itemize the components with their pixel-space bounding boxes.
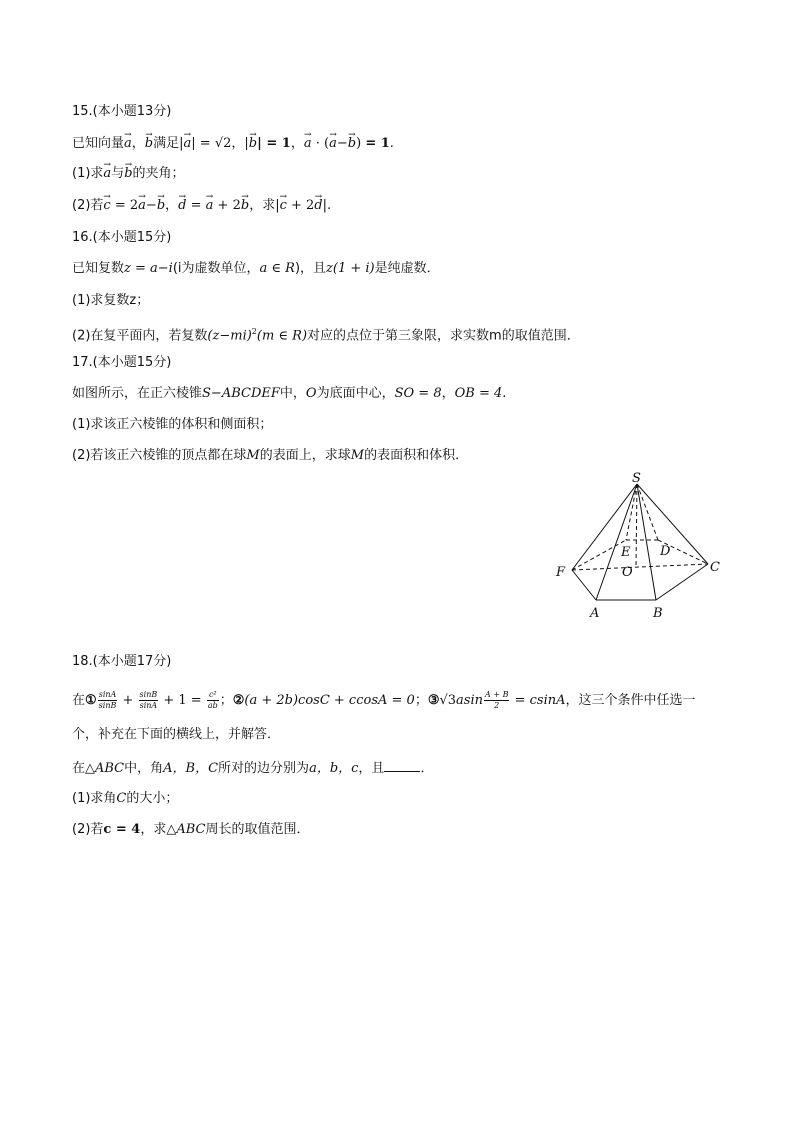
vector-a: → a <box>124 135 132 153</box>
edge-SB <box>637 484 656 600</box>
q18-sides: a，b，c <box>309 761 359 776</box>
frac4-num: A + B <box>485 690 509 699</box>
q15-d-expr: = <box>186 198 206 213</box>
label-S: S <box>632 471 641 486</box>
label-D: D <box>660 544 671 559</box>
hexagonal-pyramid-figure <box>548 468 728 628</box>
q17-ob: OB = 4 <box>454 386 503 401</box>
q17-stem-mid2: 为底面中心， <box>316 386 395 401</box>
frac-AB-2 <box>484 690 509 711</box>
vector-a-5: → a <box>103 165 111 183</box>
q18-pre: 在 <box>72 693 86 708</box>
q18-conditions <box>72 690 696 711</box>
q16-stem <box>72 260 440 278</box>
q16-header: 16.(本小题15分) <box>72 230 172 245</box>
q15-dot-tail: = 1 <box>365 136 390 151</box>
q18-semi: ； <box>219 693 233 708</box>
vector-b-5: → b <box>157 197 165 215</box>
q16-part2-expr: (z−mi) <box>207 328 252 344</box>
q18-part1-c: C <box>116 791 127 806</box>
q16-stem2: (i为虚数单位， <box>172 261 260 276</box>
q16-stem3: )，且 <box>294 261 327 276</box>
q15-part1-with: 与 <box>111 166 125 181</box>
vector-b-6: → b <box>241 197 249 215</box>
q18-line3-end: ． <box>420 761 434 776</box>
q15-comma: ， <box>131 136 145 151</box>
q17-sep: ， <box>441 386 455 401</box>
q18-abc: ABC <box>95 761 125 776</box>
q15-part1-pre: (1)求 <box>72 166 104 181</box>
q16-a-in-r: a ∈ R <box>259 261 295 276</box>
q17-o: O <box>305 386 317 401</box>
edge-SD <box>637 484 658 540</box>
vector-b-2: → b <box>249 135 257 153</box>
q15-part2-tail: |. <box>322 198 332 213</box>
q17-m: M <box>246 448 260 463</box>
q15-part2-ask: ，求| <box>249 198 280 213</box>
edge-BC <box>656 564 708 600</box>
frac1-den: sinB <box>98 701 117 710</box>
vector-a-6: → a <box>138 197 146 215</box>
circle-2: ② <box>232 693 245 708</box>
q18-part2-tail: 周长的取值范围． <box>205 822 310 837</box>
q15-stem: 已知向量→ a，→ b满足|→ a| = √2，|→ b| = 1，→ a · (→ a−→ b) = 1. <box>72 135 394 153</box>
q16-z-eq: z = a−i <box>124 261 173 276</box>
q16-z1i: z(1 + i) <box>326 261 375 276</box>
q15-minus-2: − <box>145 198 157 213</box>
q18-asin: asin <box>456 693 483 708</box>
label-A: A <box>590 606 600 621</box>
q15-part1-tail: 的夹角； <box>132 166 185 181</box>
q17-pyramid: S−ABCDEF <box>202 386 280 401</box>
q18-line3-mid2: 所对的边分别为 <box>218 761 310 776</box>
edge-FE <box>572 540 626 570</box>
q16-stem1: 已知复数 <box>72 261 125 276</box>
label-F: F <box>556 565 566 580</box>
vector-c: → c <box>103 197 110 215</box>
q15-stem-pre: 已知向量 <box>72 136 125 151</box>
q18-semi-2: ； <box>414 693 428 708</box>
frac2-num: sinB <box>139 690 158 699</box>
q16-part2-pre: (2)在复平面内，若复数 <box>72 328 208 344</box>
q16-part1: (1)求复数z； <box>72 293 150 308</box>
vector-c-2: → c <box>280 197 287 215</box>
q15-part1 <box>72 165 185 183</box>
q18-line3-mid: 中，角 <box>124 761 164 776</box>
label-B: B <box>653 606 663 621</box>
vector-a-4: → a <box>329 135 337 153</box>
q17-part2-mid: 的表面上，求球 <box>259 448 351 463</box>
frac3-den: ab <box>207 701 218 710</box>
frac-sinA-sinB <box>98 690 118 711</box>
frac-sinB-sinA <box>139 690 159 711</box>
q18-plus1: + 1 = <box>159 693 206 708</box>
q17-stem-mid: 中， <box>279 386 306 401</box>
q18-part1 <box>72 790 178 808</box>
q18-part2 <box>72 821 309 839</box>
q17-period: . <box>502 386 507 401</box>
q17-m-2: M <box>350 448 365 463</box>
q17-part2-pre: (2)若该正六棱锥的顶点都在球 <box>72 448 247 463</box>
vector-b-3: → b <box>348 135 356 153</box>
vector-a-2: → a <box>184 135 192 153</box>
label-O: O <box>622 565 633 580</box>
edge-SE <box>626 484 637 540</box>
diag-FC <box>572 564 708 570</box>
q15-stem-mid: 满足| <box>153 136 184 151</box>
q15-bar: | <box>244 136 249 151</box>
q15-part2 <box>72 197 331 215</box>
frac1-num: sinA <box>98 690 117 699</box>
label-E: E <box>621 545 631 560</box>
q18-line3-pre: 在△ <box>72 761 95 776</box>
frac-c2-ab <box>207 690 219 711</box>
frac3-num: c² <box>207 690 219 701</box>
sqrt-3: √3 <box>439 693 457 708</box>
vector-b: → b <box>145 135 153 153</box>
q17-stem-pre: 如图所示，在正六棱锥 <box>72 386 203 401</box>
q17-stem <box>72 385 506 403</box>
q18-header: 18.(本小题17分) <box>72 654 172 669</box>
q15-b-eq: | = 1 <box>257 136 291 151</box>
label-C: C <box>710 560 720 575</box>
height-SO <box>636 484 637 568</box>
circle-1: ① <box>85 693 97 708</box>
q15-header: 15.(本小题13分) <box>72 104 172 119</box>
q18-line3-and: ，且 <box>358 761 385 776</box>
vector-a-3: → a <box>304 135 312 153</box>
q18-part1-pre: (1)求角 <box>72 791 117 806</box>
vector-d: → d <box>178 197 186 215</box>
q16-part2-sup: 2 <box>251 327 257 336</box>
q15-c-expr: = 2 <box>110 198 139 213</box>
q18-tail: ，这三个条件中任选一 <box>565 693 696 708</box>
q16-stem4: 是纯虚数． <box>374 261 440 276</box>
answer-blank <box>384 759 420 772</box>
q18-plus: + <box>118 693 138 708</box>
q15-comma-3: ， <box>290 136 304 151</box>
q15-minus: − <box>336 136 348 151</box>
edge-SA <box>596 484 637 600</box>
q18-part1-tail: 的大小； <box>126 791 179 806</box>
q15-plus2d: + 2 <box>286 198 315 213</box>
q15-comma-4: ， <box>165 198 179 213</box>
q18-line3 <box>72 759 433 778</box>
q15-part2-pre: (2)若 <box>72 198 104 213</box>
q17-header: 17.(本小题15分) <box>72 355 172 370</box>
q18-csinA: = csinA <box>510 693 566 708</box>
vector-a-7: → a <box>206 197 214 215</box>
q17-part1: (1)求该正六棱锥的体积和侧面积； <box>72 417 273 432</box>
edge-FA <box>572 570 596 600</box>
q15-period: . <box>389 136 394 151</box>
frac4-den: 2 <box>494 701 500 710</box>
circle-3: ③ <box>427 693 440 708</box>
q17-part2 <box>72 447 468 465</box>
sqrt-2: √2 <box>214 136 232 151</box>
q18-part2-c: c = 4 <box>103 822 141 837</box>
q18-part2-mid: ，求△ <box>140 822 177 837</box>
q16-part2-tail: 对应的点位于第三象限，求实数m的取值范围． <box>307 328 580 344</box>
q18-part2-pre: (2)若 <box>72 822 104 837</box>
q18-angles: A，B，C <box>163 761 219 776</box>
q17-part2-tail: 的表面积和体积． <box>364 448 469 463</box>
q17-so: SO = 8 <box>394 386 442 401</box>
vector-d-2: → d <box>314 197 322 215</box>
q16-part2 <box>72 323 580 345</box>
q18-cond2: (a + 2b)cosC + ccosA = 0 <box>244 693 415 708</box>
q15-comma-2: ， <box>231 136 245 151</box>
vector-b-4: → b <box>124 165 132 183</box>
q18-line2: 个，补充在下面的横线上，并解答． <box>72 727 281 742</box>
frac2-den: sinA <box>139 701 158 710</box>
q15-plus2: + 2 <box>213 198 241 213</box>
q18-abc-2: ABC <box>176 822 206 837</box>
q16-part2-cond: (m ∈ R) <box>256 328 308 344</box>
q15-a-eq: | = <box>191 136 215 151</box>
